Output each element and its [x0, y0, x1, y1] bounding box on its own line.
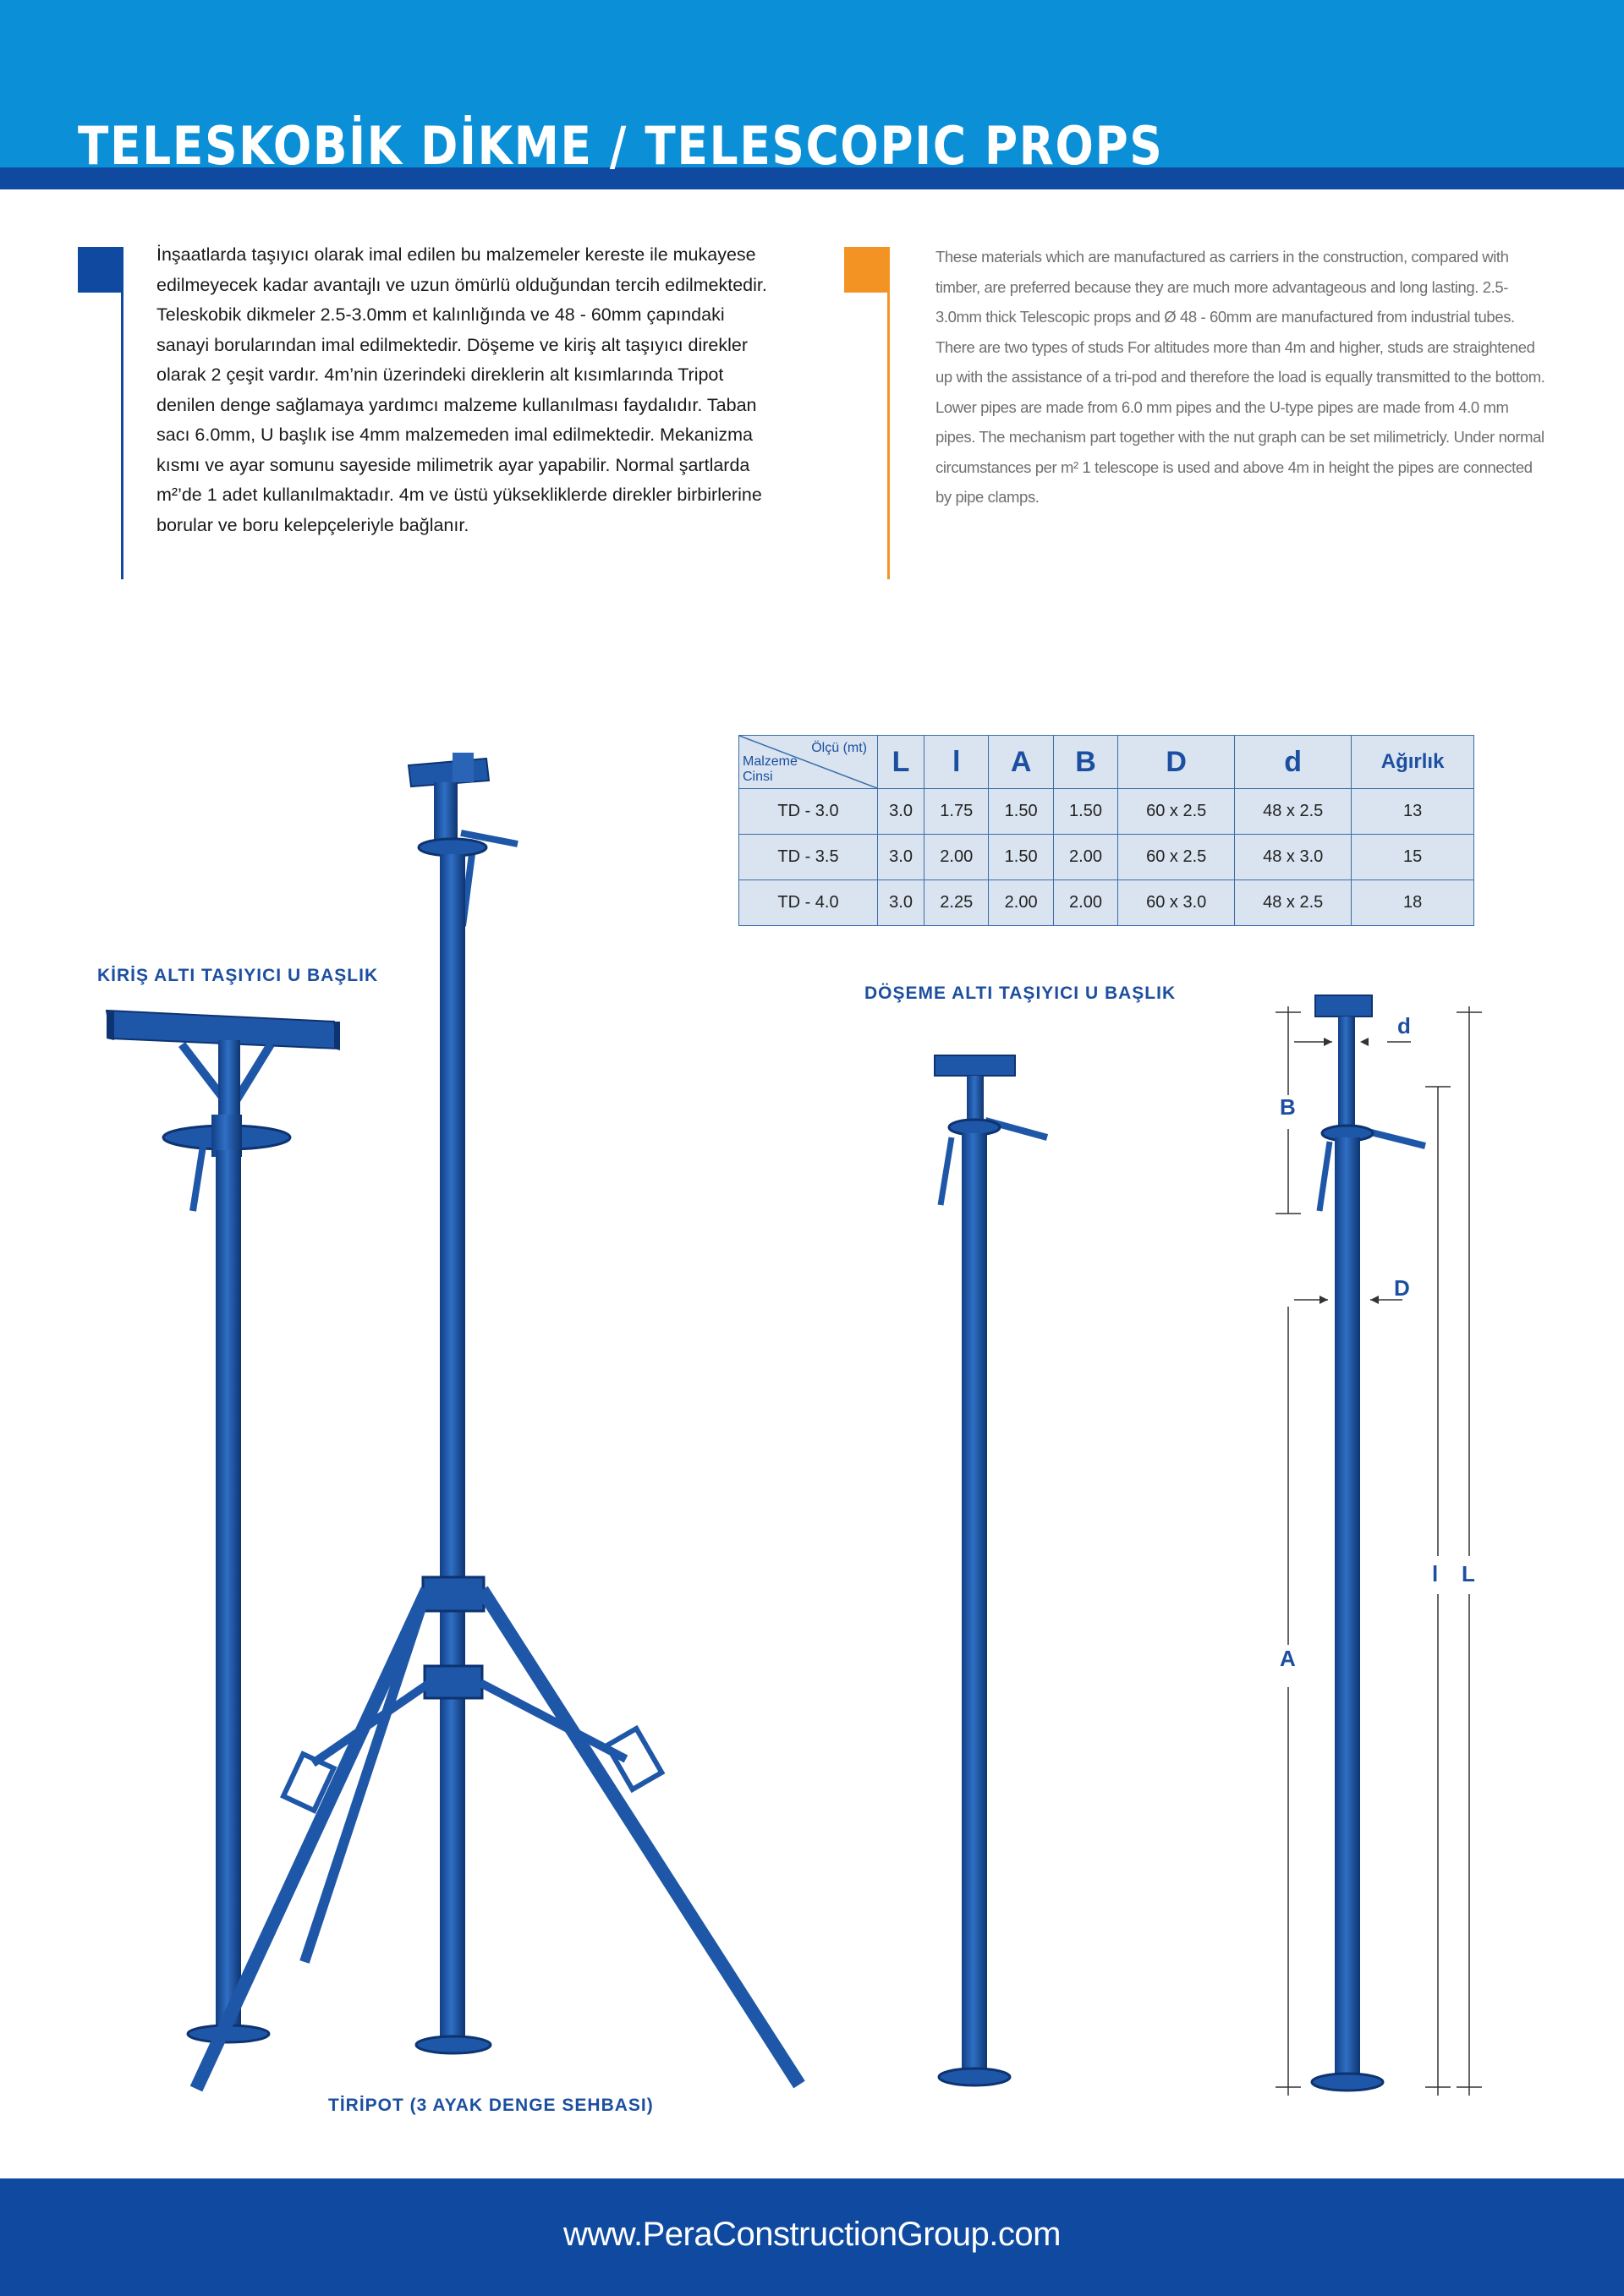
table-cell: 2.00	[989, 880, 1053, 926]
col-header: D	[1118, 736, 1235, 789]
website-link[interactable]: www.PeraConstructionGroup.com	[563, 2216, 1061, 2253]
turkish-description: İnşaatlarda taşıyıcı olarak imal edilen bu malzemeler kereste ile mukayese edilmeyecek kadar avantajlı ve uzun ömürlü olduğundan tercih edilmektedir. Teleskobik dikmeler 2.5-3.0mm et kalınlığında ve 48 - 60mm çapındaki sanayi borularından imal edilmektedir. Döşeme ve kiriş alt taşıyıcı direkler olarak 2 çeşit vardır. 4m’nin üzerindeki direklerin alt kısımlarında Tripot denilen denge sağlamaya yardımcı malzeme kullanılması faydalıdır. Taban sacı 6.0mm, U başlık ise 4mm malzemeden imal edilmektedir. Mekanizma kısmı ve ayar somunu sayeside milimetrik ayar yapabilir. Normal şartlarda m²’de 1 adet kullanılmaktadır. 4m ve üstü yüksekliklerde direkler birbirlerine borular ve boru kelepçeleriyle bağlanır.	[156, 244, 767, 535]
table-cell: 2.25	[924, 880, 989, 926]
col-header: A	[989, 736, 1053, 789]
caption-tripod: TİRİPOT (3 AYAK DENGE SEHBASI)	[328, 2096, 654, 2115]
table-cell: TD - 3.5	[739, 835, 878, 880]
caption-slab-head: DÖŞEME ALTI TAŞIYICI U BAŞLIK	[864, 984, 1177, 1003]
table-cell: 60 x 2.5	[1118, 835, 1235, 880]
beam-prop-image	[107, 1011, 340, 2042]
english-description: These materials which are manufactured as carriers in the construction, compared with timber, are preferred because they are much more advantageous and long lasting. 2.5-3.0mm thick Telescopic props and Ø 48 - 60mm are manufactured from industrial tubes. There are two types of studs For altitudes more than 4m and higher, studs are straightened up with the assistance of a tri-pod and therefore the load is equally transmitted to the bottom. Lower pipes are made from 6.0 mm pipes and the U-type pipes are made from 4.0 mm pipes. The mechanism part together with the nut graph can be set milimetricly. Under normal circumstances per m² 1 telescope is used and above 4m in height the pipes are connected by pipe clamps.	[935, 248, 1545, 506]
tripod-prop-image	[196, 753, 799, 2089]
table-cell: 1.75	[924, 789, 989, 835]
table-cell: 48 x 2.5	[1235, 880, 1352, 926]
table-cell: 13	[1352, 789, 1474, 835]
corner-material-line1: Malzeme	[743, 754, 798, 769]
col-header: B	[1053, 736, 1117, 789]
dimension-diagram	[1276, 995, 1482, 2096]
col-header: l	[924, 736, 989, 789]
table-cell: 60 x 2.5	[1118, 789, 1235, 835]
table-cell: 48 x 2.5	[1235, 789, 1352, 835]
label-D: D	[1394, 1275, 1410, 1301]
table-cell: 1.50	[989, 835, 1053, 880]
table-cell: 1.50	[1053, 789, 1117, 835]
corner-material-line2: Cinsi	[743, 770, 773, 784]
table-cell: 18	[1352, 880, 1474, 926]
table-cell: 3.0	[878, 789, 924, 835]
caption-beam-head: KİRİŞ ALTI TAŞIYICI U BAŞLIK	[97, 966, 379, 985]
page-title: TELESKOBİK DİKME / TELESCOPIC PROPS	[78, 115, 1164, 177]
label-L: L	[1462, 1561, 1475, 1586]
table-cell: 60 x 3.0	[1118, 880, 1235, 926]
col-header: Ağırlık	[1352, 736, 1474, 789]
label-d: d	[1397, 1013, 1411, 1038]
table-cell: 1.50	[989, 789, 1053, 835]
corner-unit-label: Ölçü (mt)	[811, 741, 867, 755]
col-header: d	[1235, 736, 1352, 789]
table-cell: 2.00	[924, 835, 989, 880]
table-cell: TD - 4.0	[739, 880, 878, 926]
col-header: L	[878, 736, 924, 789]
table-cell: 15	[1352, 835, 1474, 880]
table-cell: 48 x 3.0	[1235, 835, 1352, 880]
label-B: B	[1280, 1094, 1296, 1120]
table-cell: 3.0	[878, 835, 924, 880]
label-A: A	[1280, 1646, 1296, 1671]
label-l: l	[1432, 1561, 1439, 1586]
slab-prop-image	[935, 1055, 1047, 2085]
table-cell: 3.0	[878, 880, 924, 926]
table-cell: 2.00	[1053, 880, 1117, 926]
table-cell: 2.00	[1053, 835, 1117, 880]
table-cell: TD - 3.0	[739, 789, 878, 835]
